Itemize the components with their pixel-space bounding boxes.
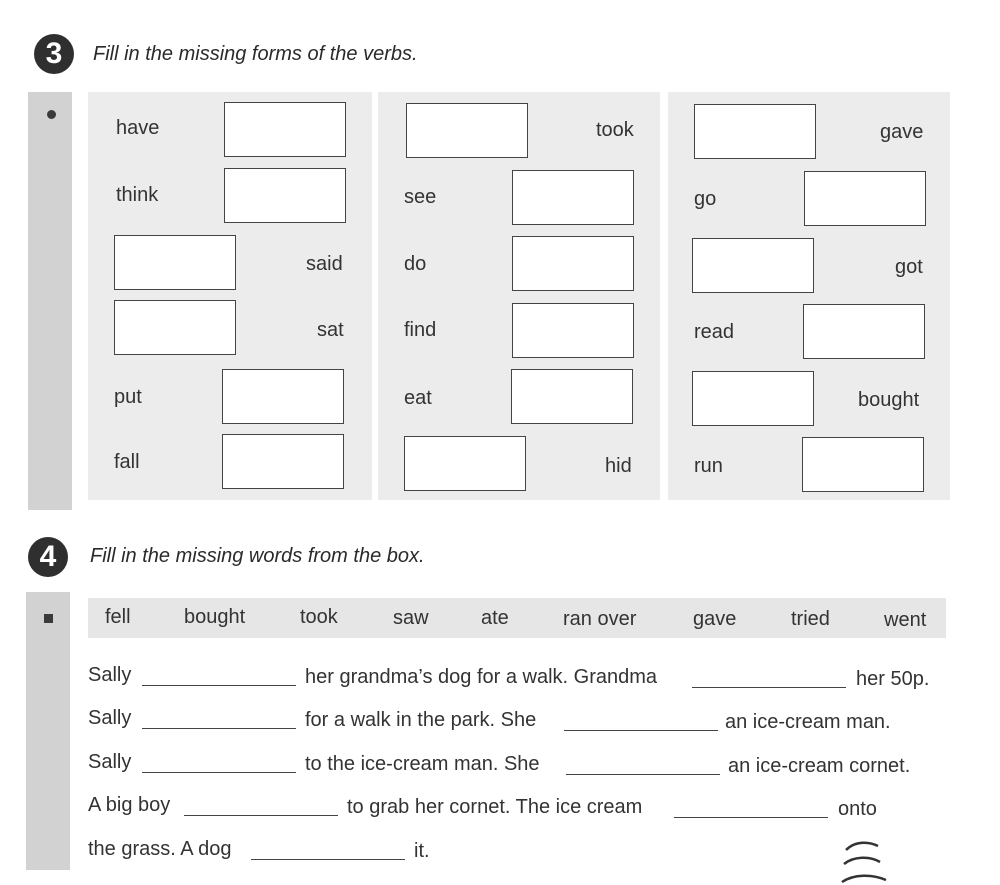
bullet-square-icon [44, 614, 53, 623]
exercise-number-badge: 4 [28, 537, 68, 577]
exercise-instruction: Fill in the missing words from the box. [90, 545, 425, 567]
verb-word: do [404, 253, 427, 275]
word-box-item: bought [184, 606, 246, 628]
side-bar [26, 592, 70, 870]
sentence-part: Sally [88, 664, 132, 686]
verb-word: got [895, 256, 923, 278]
verb-word: think [116, 184, 159, 206]
verb-word: fall [114, 451, 140, 473]
verb-word: run [694, 455, 723, 477]
answer-box[interactable] [804, 171, 926, 226]
answer-box[interactable] [114, 235, 236, 290]
answer-blank[interactable] [692, 686, 846, 688]
exercise-number-badge: 3 [34, 34, 74, 74]
exercise-instruction: Fill in the missing forms of the verbs. [93, 43, 418, 65]
verb-word: see [404, 186, 437, 208]
sentence-part: A big boy [88, 794, 171, 816]
verb-word: eat [404, 387, 432, 409]
answer-blank[interactable] [674, 816, 828, 818]
verb-word: go [694, 188, 717, 210]
answer-box[interactable] [512, 170, 634, 225]
answer-box[interactable] [404, 436, 526, 491]
word-box-item: took [300, 606, 338, 628]
sentence-part: Sally [88, 707, 132, 729]
sentence-part: the grass. A dog [88, 838, 232, 860]
squiggle-drawing [840, 836, 890, 885]
sentence-part: to grab her cornet. The ice cream [347, 796, 643, 818]
answer-blank[interactable] [566, 773, 720, 775]
sentence-part: an ice-cream cornet. [728, 755, 911, 777]
word-box-item: tried [791, 608, 830, 630]
sentence-part: it. [414, 840, 430, 862]
answer-box[interactable] [114, 300, 236, 355]
sentence-part: Sally [88, 751, 132, 773]
word-box-item: went [884, 609, 927, 631]
sentence-part: her 50p. [856, 668, 930, 690]
answer-box[interactable] [511, 369, 633, 424]
answer-box[interactable] [224, 102, 346, 157]
answer-box[interactable] [694, 104, 816, 159]
bullet-dot-icon [47, 110, 56, 119]
word-box-item: saw [393, 607, 429, 629]
verb-word: read [694, 321, 735, 343]
answer-blank[interactable] [142, 684, 296, 686]
answer-blank[interactable] [142, 771, 296, 773]
answer-box[interactable] [692, 371, 814, 426]
answer-box[interactable] [224, 168, 346, 223]
answer-blank[interactable] [564, 729, 718, 731]
verb-word: hid [605, 455, 632, 477]
answer-box[interactable] [512, 303, 634, 358]
sentence-part: her grandma’s dog for a walk. Grandma [305, 666, 658, 688]
word-box-item: gave [693, 608, 737, 630]
answer-box[interactable] [512, 236, 634, 291]
verb-word: have [116, 117, 160, 139]
verb-word: find [404, 319, 437, 341]
answer-box[interactable] [406, 103, 528, 158]
word-box-item: fell [105, 606, 131, 628]
verb-word: said [306, 253, 343, 275]
sentence-part: to the ice-cream man. She [305, 753, 540, 775]
answer-box[interactable] [802, 437, 924, 492]
answer-box[interactable] [692, 238, 814, 293]
verb-word: gave [880, 121, 924, 143]
answer-box[interactable] [803, 304, 925, 359]
verb-word: sat [317, 319, 344, 341]
side-bar [28, 92, 72, 510]
verb-word: took [596, 119, 634, 141]
answer-box[interactable] [222, 369, 344, 424]
word-box-item: ran over [563, 608, 637, 630]
verb-word: bought [858, 389, 920, 411]
verb-word: put [114, 386, 142, 408]
answer-blank[interactable] [251, 858, 405, 860]
answer-blank[interactable] [142, 727, 296, 729]
answer-blank[interactable] [184, 814, 338, 816]
sentence-part: onto [838, 798, 877, 820]
answer-box[interactable] [222, 434, 344, 489]
word-box-item: ate [481, 607, 509, 629]
sentence-part: for a walk in the park. She [305, 709, 537, 731]
sentence-part: an ice-cream man. [725, 711, 891, 733]
